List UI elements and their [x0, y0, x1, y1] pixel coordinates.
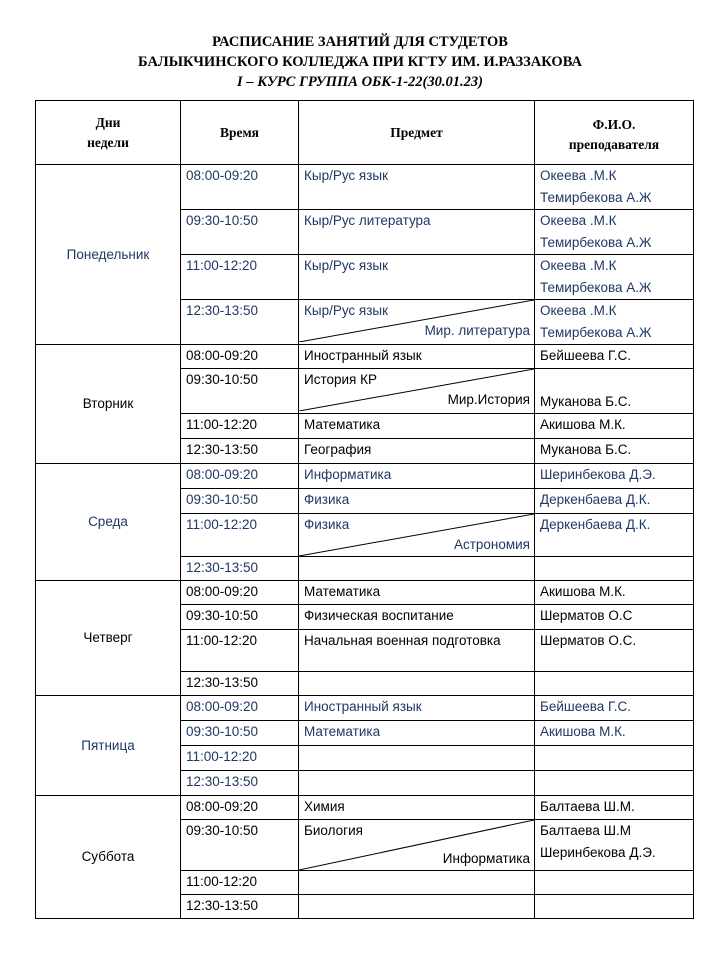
time-cell: 09:30-10:50: [181, 489, 299, 514]
subject-cell: Математика: [299, 581, 535, 605]
schedule-body: [36, 165, 694, 919]
schedule-row: [36, 796, 694, 820]
time-cell: 11:00-12:20: [181, 746, 299, 771]
subject-cell: [299, 771, 535, 796]
teacher-name: Балтаева Ш.М.: [540, 799, 635, 814]
title-line-2: БАЛЫКЧИНСКОГО КОЛЛЕДЖА ПРИ КГТУ ИМ. И.РАЗЗАКОВА: [138, 54, 582, 70]
header-teacher-line1: Ф.И.О.: [592, 116, 636, 132]
time-cell: 12:30-13:50: [181, 895, 299, 919]
schedule-table: [35, 100, 694, 919]
schedule-row: [36, 345, 694, 369]
teacher-name-second: Шеринбекова Д.Э.: [540, 845, 656, 860]
subject-primary: Биология: [304, 823, 363, 838]
subject-primary: Кыр/Рус язык: [304, 303, 389, 318]
subject-cell: [299, 820, 535, 871]
header-subject: Предмет: [299, 101, 535, 165]
day-name: Среда: [36, 464, 181, 581]
time-cell: 11:00-12:20: [181, 871, 299, 895]
teacher-cell: [535, 820, 694, 871]
teacher-cell: [535, 369, 694, 414]
day-name: Пятница: [36, 696, 181, 796]
teacher-cell: [535, 871, 694, 895]
subject-alternate: Мир.История: [447, 392, 530, 407]
teacher-name-second: Темирбекова А.Ж: [540, 235, 652, 250]
schedule-row: [36, 696, 694, 721]
day-name: Четверг: [36, 581, 181, 696]
subject-cell: География: [299, 439, 535, 464]
teacher-cell: [535, 489, 694, 514]
time-cell: 11:00-12:20: [181, 514, 299, 557]
time-cell: 11:00-12:20: [181, 630, 299, 672]
subject-cell: Химия: [299, 796, 535, 820]
teacher-name-second: Темирбекова А.Ж: [540, 280, 652, 295]
teacher-name: Океева .М.К: [540, 258, 617, 273]
subject-alternate: Мир. литература: [424, 323, 530, 338]
header-time: Время: [181, 101, 299, 165]
time-cell: 08:00-09:20: [181, 165, 299, 210]
header-day-line1: Дни: [95, 114, 121, 130]
teacher-cell: [535, 300, 694, 345]
subject-primary: Физика: [304, 517, 350, 532]
teacher-cell: [535, 464, 694, 489]
subject-cell: Математика: [299, 721, 535, 746]
subject-cell: [299, 514, 535, 557]
teacher-cell: [535, 605, 694, 630]
header-day-line2: недели: [87, 134, 129, 150]
time-cell: 12:30-13:50: [181, 672, 299, 696]
teacher-cell: [535, 895, 694, 919]
time-cell: 12:30-13:50: [181, 557, 299, 581]
teacher-name: Океева .М.К: [540, 303, 617, 318]
header-row: [36, 101, 694, 165]
time-cell: 08:00-09:20: [181, 696, 299, 721]
schedule-row: [36, 581, 694, 605]
teacher-cell: [535, 414, 694, 439]
teacher-name: [540, 369, 693, 391]
day-name: Вторник: [36, 345, 181, 464]
subject-cell: Физическая воспитание: [299, 605, 535, 630]
teacher-name: Океева .М.К: [540, 213, 617, 228]
time-cell: 09:30-10:50: [181, 210, 299, 255]
teacher-name-second: Темирбекова А.Ж: [540, 190, 652, 205]
teacher-cell: [535, 581, 694, 605]
teacher-name-second: Темирбекова А.Ж: [540, 325, 652, 340]
subject-cell: Физика: [299, 489, 535, 514]
teacher-name: Балтаева Ш.М: [540, 823, 631, 838]
subject-cell: [299, 557, 535, 581]
time-cell: 08:00-09:20: [181, 581, 299, 605]
time-cell: 08:00-09:20: [181, 464, 299, 489]
teacher-name: Деркенбаева Д.К.: [540, 517, 651, 532]
subject-alternate: Астрономия: [453, 537, 530, 552]
teacher-name: Акишова М.К.: [540, 417, 626, 432]
teacher-name: Акишова М.К.: [540, 724, 626, 739]
subject-cell: Иностранный язык: [299, 696, 535, 721]
time-cell: 11:00-12:20: [181, 414, 299, 439]
teacher-cell: [535, 514, 694, 557]
header-day: [36, 101, 181, 165]
teacher-name: Акишова М.К.: [540, 584, 626, 599]
teacher-name: Бейшеева Г.С.: [540, 348, 631, 363]
subject-cell: [299, 746, 535, 771]
teacher-name: Муканова Б.С.: [540, 442, 632, 457]
teacher-cell: [535, 771, 694, 796]
schedule-row: [36, 464, 694, 489]
time-cell: 12:30-13:50: [181, 300, 299, 345]
teacher-name: Шерматов О.С: [540, 608, 633, 623]
subject-cell: Математика: [299, 414, 535, 439]
teacher-cell: [535, 746, 694, 771]
header-teacher-line2: преподавателя: [568, 136, 660, 152]
time-cell: 09:30-10:50: [181, 605, 299, 630]
subject-cell: Кыр/Рус язык: [299, 165, 535, 210]
subject-cell: Кыр/Рус литература: [299, 210, 535, 255]
header-teacher: [535, 101, 694, 165]
time-cell: 08:00-09:20: [181, 345, 299, 369]
teacher-cell: [535, 439, 694, 464]
teacher-cell: [535, 672, 694, 696]
teacher-name: Бейшеева Г.С.: [540, 699, 631, 714]
teacher-name-second: Муканова Б.С.: [540, 394, 632, 409]
subject-cell: Информатика: [299, 464, 535, 489]
time-cell: 09:30-10:50: [181, 820, 299, 871]
teacher-cell: [535, 557, 694, 581]
time-cell: 09:30-10:50: [181, 721, 299, 746]
teacher-cell: [535, 696, 694, 721]
title-line-1: РАСПИСАНИЕ ЗАНЯТИЙ ДЛЯ СТУДЕТОВ: [212, 34, 508, 50]
teacher-name: Океева .М.К: [540, 168, 617, 183]
schedule-row: [36, 165, 694, 210]
teacher-name: Деркенбаева Д.К.: [540, 492, 651, 507]
subject-primary: История КР: [304, 372, 377, 387]
subject-cell: [299, 672, 535, 696]
subject-cell: Иностранный язык: [299, 345, 535, 369]
time-cell: 11:00-12:20: [181, 255, 299, 300]
day-name: Понедельник: [36, 165, 181, 345]
subject-alternate: Информатика: [442, 851, 530, 866]
teacher-name: Шерматов О.С.: [540, 633, 637, 648]
teacher-cell: [535, 630, 694, 672]
subject-cell: Кыр/Рус язык: [299, 255, 535, 300]
teacher-cell: [535, 796, 694, 820]
teacher-cell: [535, 210, 694, 255]
subject-cell: [299, 895, 535, 919]
time-cell: 09:30-10:50: [181, 369, 299, 414]
time-cell: 12:30-13:50: [181, 439, 299, 464]
time-cell: 12:30-13:50: [181, 771, 299, 796]
subject-cell: Начальная военная подготовка: [299, 630, 535, 672]
subject-cell: [299, 300, 535, 345]
day-name: Суббота: [36, 796, 181, 919]
teacher-cell: [535, 345, 694, 369]
teacher-cell: [535, 255, 694, 300]
teacher-cell: [535, 721, 694, 746]
time-cell: 08:00-09:20: [181, 796, 299, 820]
subject-cell: [299, 871, 535, 895]
subject-cell: [299, 369, 535, 414]
teacher-cell: [535, 165, 694, 210]
teacher-name: Шеринбекова Д.Э.: [540, 467, 656, 482]
title-line-3: I – КУРС ГРУППА ОБК-1-22(30.01.23): [237, 74, 483, 90]
